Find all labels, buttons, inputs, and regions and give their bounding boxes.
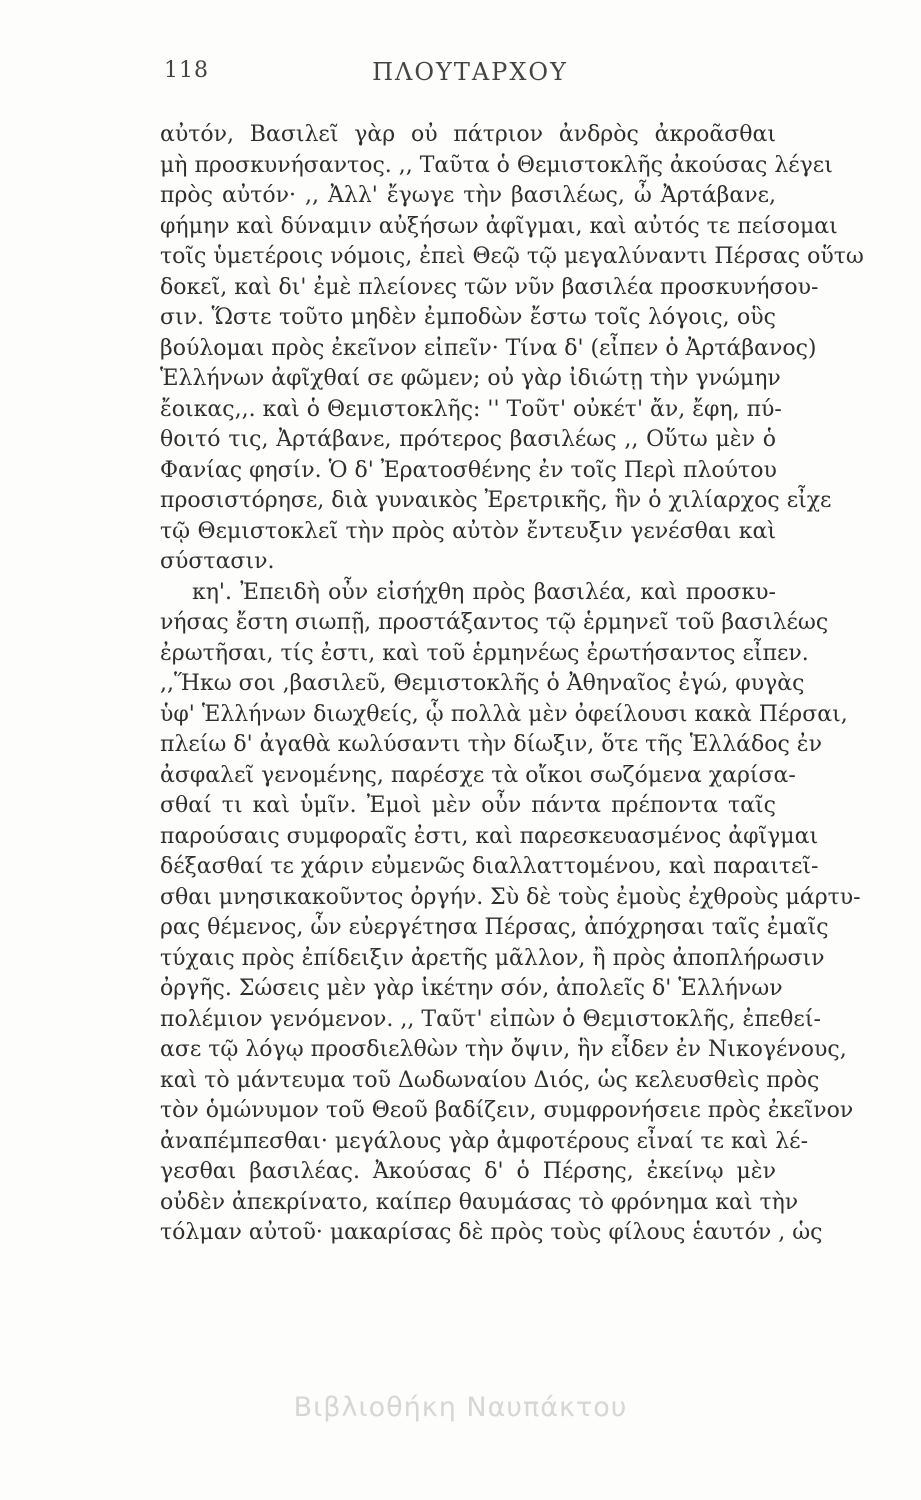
text-line: Φανίας φησίν. Ὁ δ' Ἐρατοσθένης ἐν τοῖς Περὶ πλούτου bbox=[160, 457, 777, 483]
page-header bbox=[160, 58, 780, 98]
text-line: πρὸς αὐτόν· ,, Ἀλλ' ἔγωγε τὴν βασιλέως, ὦ Ἀρτάβανε, bbox=[160, 183, 776, 208]
text-line: θοιτό τις, Ἀρτάβανε, πρότερος βασιλέως ,, Οὕτω μὲν ὁ bbox=[160, 427, 776, 452]
text-line: βούλομαι πρὸς ἐκεῖνον εἰπεῖν· Τίνα δ' (εἶπεν ὁ Ἀρτάβανος) bbox=[160, 335, 817, 361]
text-line: σθαι μνησικακοῦντος ὀργήν. Σὺ δὲ τοὺς ἐμοὺς ἐχθροὺς μάρτυ- bbox=[160, 884, 861, 910]
text-line: σύστασιν. bbox=[160, 549, 275, 574]
text-line: ασε τῷ λόγῳ προσδιελθὼν τὴν ὄψιν, ἣν εἶδεν ἐν Νικογένους, bbox=[160, 1037, 847, 1062]
text-line: ,,Ἥκω σοι ,βασιλεῦ, Θεμιστοκλῆς ὁ Ἀθηναῖος ἐγώ, φυγὰς bbox=[160, 671, 805, 696]
text-line: καὶ τὸ μάντευμα τοῦ Δωδωναίου Διός, ὡς κελευσθεὶς πρὸς bbox=[160, 1067, 820, 1093]
body-text bbox=[160, 120, 864, 1249]
text-line: παρούσαις συμφοραῖς ἐστι, καὶ παρεσκευασμένος ἀφῖγμαι bbox=[160, 823, 819, 849]
text-line: ὀργῆς. Σώσεις μὲν γὰρ ἱκέτην σόν, ἀπολεῖς δ' Ἑλλήνων bbox=[160, 976, 783, 1001]
text-line: ἀσφαλεῖ γενομένης, παρέσχε τὰ οἴκοι σωζόμενα χαρίσα- bbox=[160, 762, 796, 788]
text-line: τῷ Θεμιστοκλεῖ τὴν πρὸς αὐτὸν ἔντευξιν γενέσθαι καὶ bbox=[160, 518, 776, 544]
text-line: σιν. Ὥστε τοῦτο μηδὲν ἐμποδὼν ἔστω τοῖς λόγοις, οὓς bbox=[160, 305, 776, 330]
text-line: νήσας ἔστη σιωπῇ, προστάξαντος τῷ ἑρμηνεῖ τοῦ βασιλέως bbox=[160, 610, 829, 635]
text-line: οὐδὲν ἀπεκρίνατο, καίπερ θαυμάσας τὸ φρόνημα καὶ τὴν bbox=[160, 1189, 799, 1215]
text-line: προσιστόρησε, διὰ γυναικὸς Ἐρετρικῆς, ἣν ὁ χιλίαρχος εἶχε bbox=[160, 488, 832, 513]
library-watermark: Βιβλιοθήκη Ναυπάκτου bbox=[293, 1392, 628, 1423]
text-line: Ἑλλήνων ἀφῖχθαί σε φῶμεν; οὐ γὰρ ἰδιώτῃ τὴν γνώμην bbox=[160, 366, 781, 391]
text-line: πλείω δ' ἀγαθὰ κωλύσαντι τὴν δίωξιν, ὅτε τῆς Ἑλλάδος ἐν bbox=[160, 732, 822, 757]
text-line: τόλμαν αὐτοῦ· μακαρίσας δὲ πρὸς τοὺς φίλους ἑαυτόν , ὡς bbox=[160, 1220, 823, 1245]
running-title: ΠΛΟΥΤΑΡΧΟΥ bbox=[372, 58, 568, 86]
text-line: τοῖς ὑμετέροις νόμοις, ἐπεὶ Θεῷ τῷ μεγαλύναντι Πέρσας οὕτω bbox=[160, 244, 864, 269]
text-line: ἐρωτῆσαι, τίς ἐστι, καὶ τοῦ ἑρμηνέως ἐρωτήσαντος εἶπεν. bbox=[160, 640, 809, 666]
text-line: φήμην καὶ δύναμιν αὐξήσων ἀφῖγμαι, καὶ αὐτός τε πείσομαι bbox=[160, 213, 838, 239]
text-line: αὐτόν, Βασιλεῖ γὰρ οὐ πάτριον ἀνδρὸς ἀκροᾶσθαι bbox=[160, 122, 776, 147]
chapter-start-line: κη'. Ἐπειδὴ οὖν εἰσήχθη πρὸς βασιλέα, καὶ προσκυ- bbox=[192, 579, 776, 605]
text-line: σθαί τι καὶ ὑμῖν. Ἐμοὶ μὲν οὖν πάντα πρέποντα ταῖς bbox=[160, 793, 776, 818]
text-line: δέξασθαί τε χάριν εὐμενῶς διαλλαττομένου, καὶ παραιτεῖ- bbox=[160, 854, 819, 879]
text-line: τὸν ὁμώνυμον τοῦ Θεοῦ βαδίζειν, συμφρονήσειε πρὸς ἐκεῖνον bbox=[160, 1098, 854, 1123]
text-line: γεσθαι βασιλέας. Ἀκούσας δ' ὁ Πέρσης, ἐκείνῳ μὲν bbox=[160, 1159, 776, 1184]
page-number: 118 bbox=[164, 58, 209, 83]
text-line: δοκεῖ, καὶ δι' ἐμὲ πλείονες τῶν νῦν βασιλέα προσκυνήσου- bbox=[160, 274, 819, 300]
text-line: ρας θέμενος, ὧν εὐεργέτησα Πέρσας, ἀπόχρησαι ταῖς ἐμαῖς bbox=[160, 915, 829, 940]
text-line: ἀναπέμπεσθαι· μεγάλους γὰρ ἀμφοτέρους εἶναί τε καὶ λέ- bbox=[160, 1128, 809, 1154]
text-line: μὴ προσκυνήσαντος. ,, Ταῦτα ὁ Θεμιστοκλῆς ἀκούσας λέγει bbox=[160, 152, 833, 178]
text-line: ἔοικας,,. καὶ ὁ Θεμιστοκλῆς: '' Τοῦτ' οὐκέτ' ἄν, ἔφη, πύ- bbox=[160, 396, 782, 422]
text-line: πολέμιον γενόμενον. ,, Ταῦτ' εἰπὼν ὁ Θεμιστοκλῆς, ἐπεθεί- bbox=[160, 1006, 821, 1032]
text-line: τύχαις πρὸς ἐπίδειξιν ἀρετῆς μᾶλλον, ἢ πρὸς ἀποπλήρωσιν bbox=[160, 945, 825, 971]
text-line: ὑφ' Ἑλλήνων διωχθείς, ᾧ πολλὰ μὲν ὀφείλουσι κακὰ Πέρσαι, bbox=[160, 701, 848, 727]
